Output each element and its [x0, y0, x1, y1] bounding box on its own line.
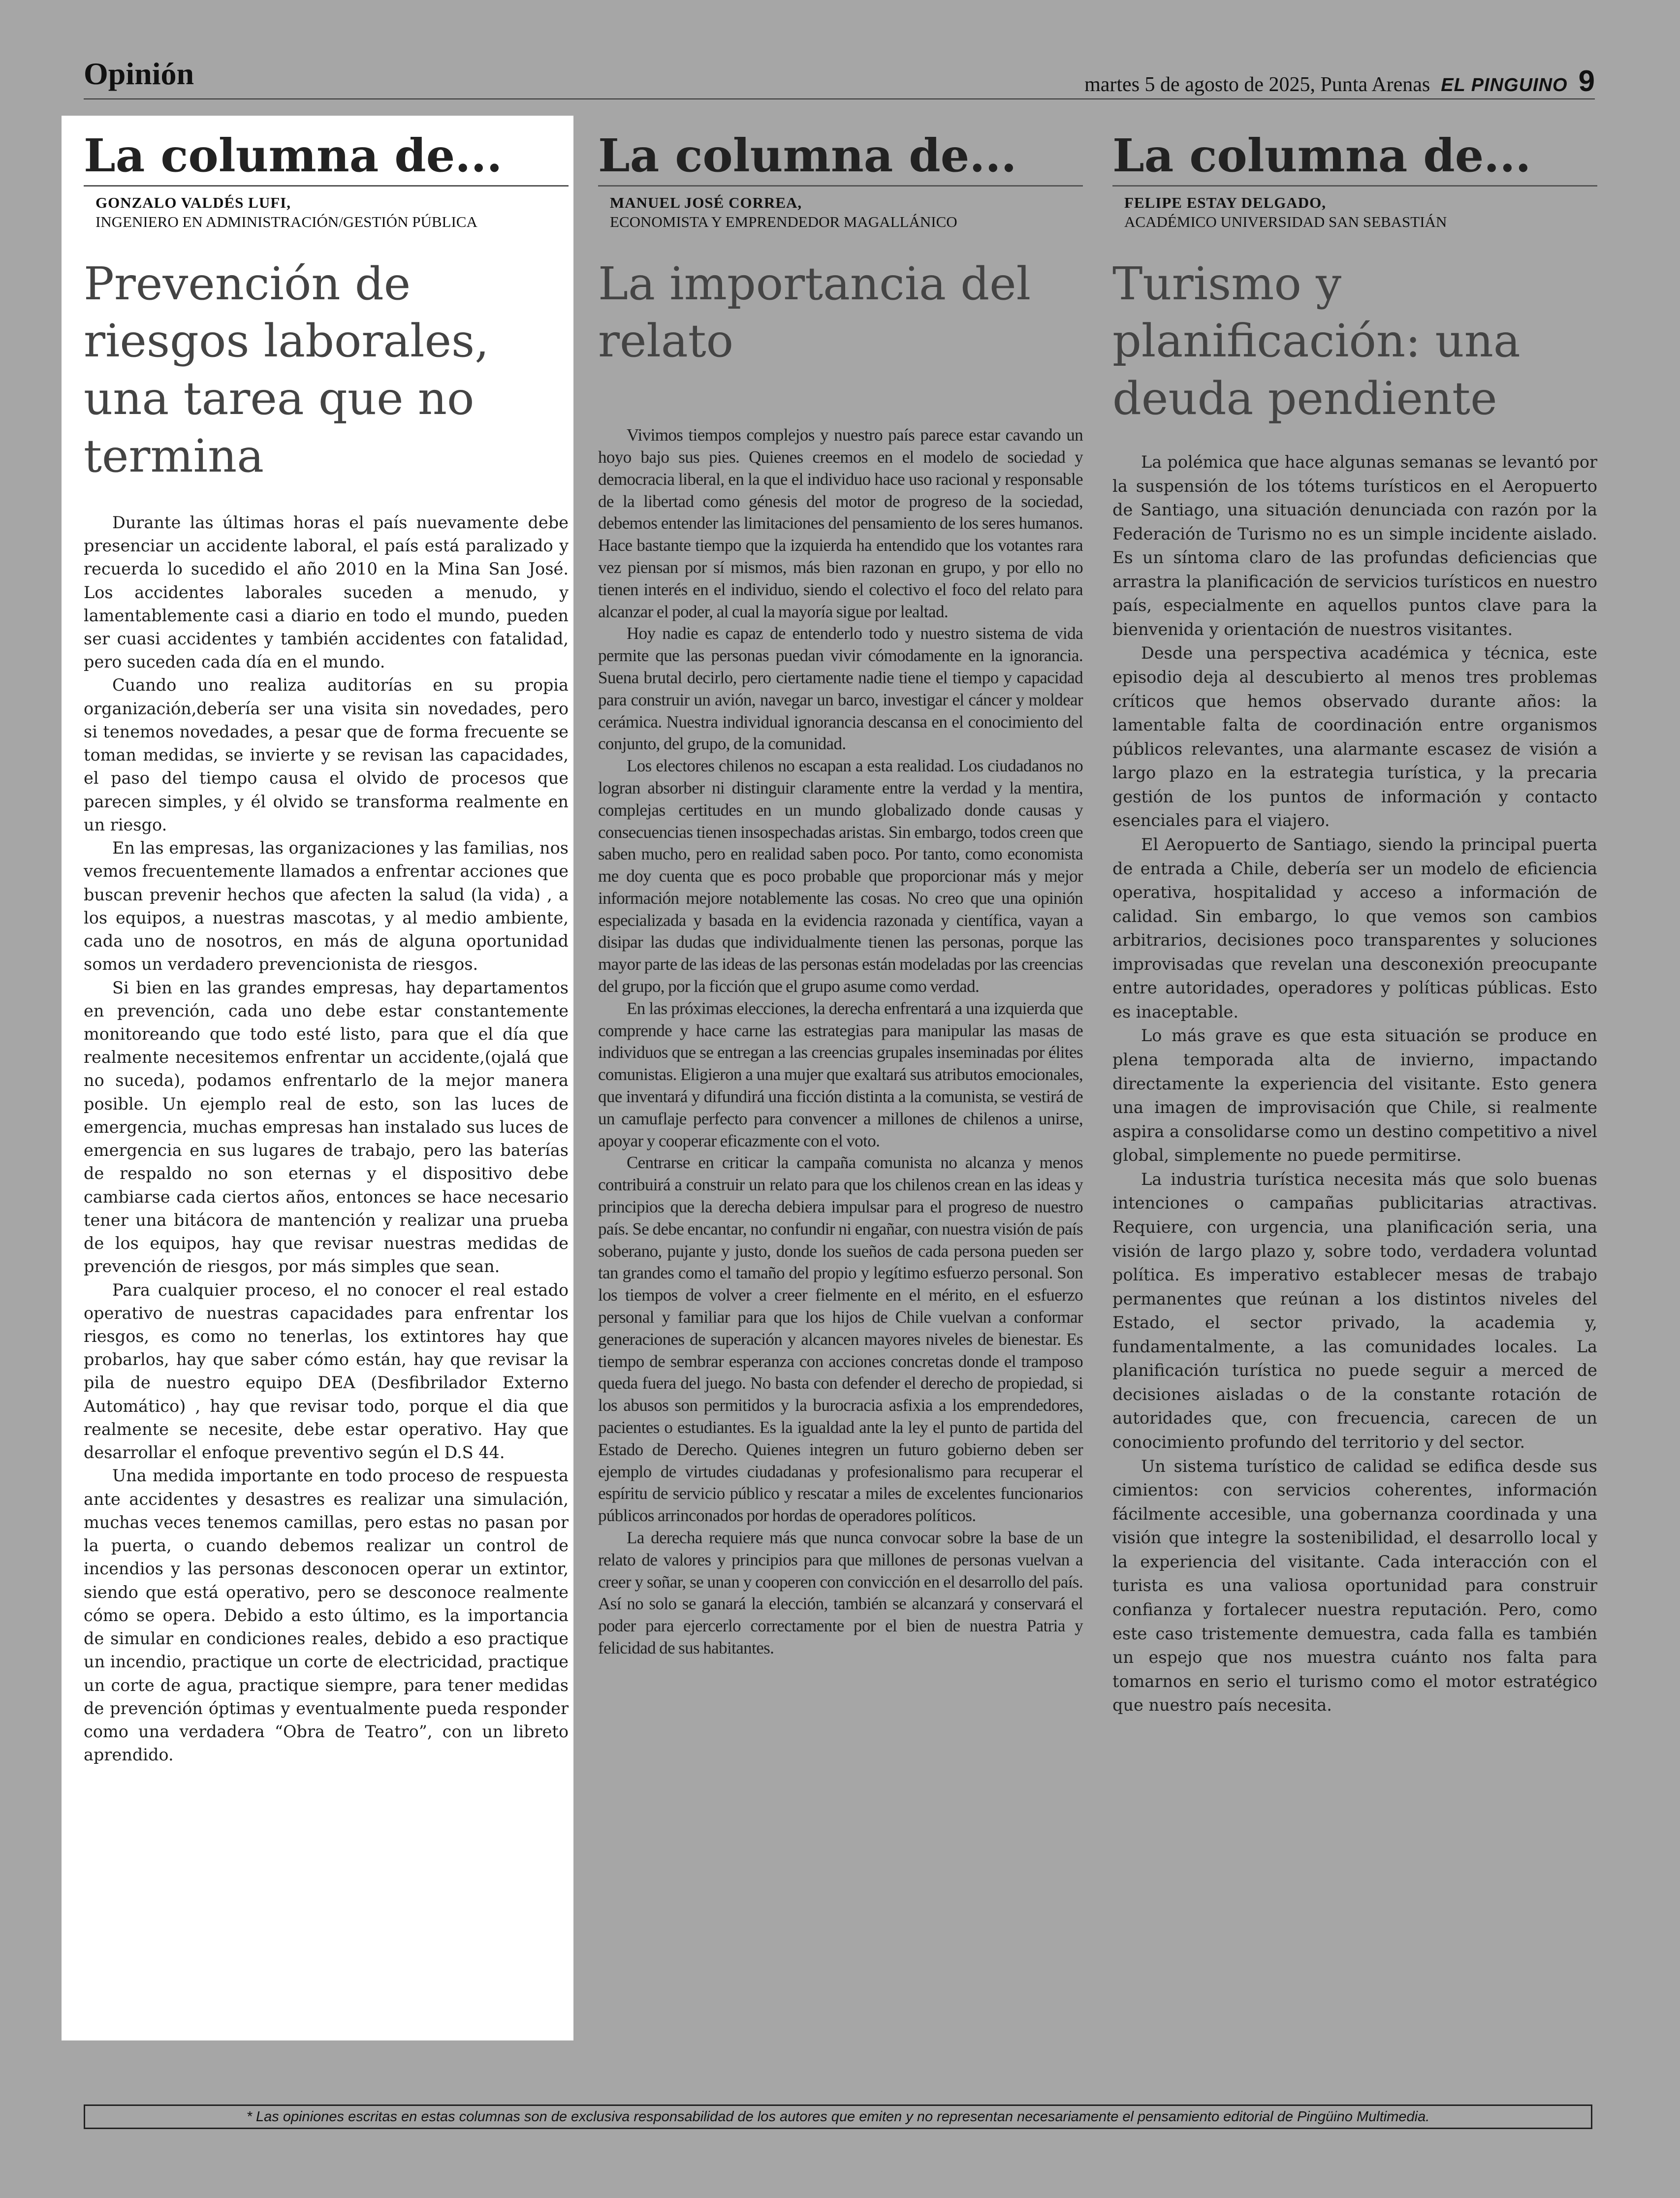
dateline [1084, 64, 1595, 98]
section-name: Opinión [84, 56, 194, 91]
page-header [84, 58, 1595, 102]
author-name: GONZALO VALDÉS LUFI, [95, 194, 291, 211]
article-body [1112, 450, 1597, 1718]
page-number: 9 [1578, 64, 1595, 97]
paragraph: Para cualquier proceso, el no conocer el real estado operativo de nuestras capacidades para enfrentar los riesgos, es como no tenerlas, los extintores hay que probarlos, hay que saber cómo están, hay que revisar la pila de nuestro equipo DEA (Desfibrilador Externo Automático) , hay que revisar todo, porque el dia que realmente se necesite, debe estar operativo. Hay que desarrollar el enfoque preventivo según el D.S 44. [84, 1280, 569, 1463]
paragraph: Cuando uno realiza auditorías en su propia organización,debería ser una visita sin novedades, pero si tenemos novedades, a pesar que de forma frecuente se toman medidas, se invierte y se revisan las capacidades, el paso del tiempo causa el olvido de procesos que parecen simples, y él olvido se transforma realmente en un riesgo. [84, 675, 569, 834]
paragraph: La derecha requiere más que nunca convocar sobre la base de un relato de valores y principios para que millones de personas vuelvan a creer y soñar, se unan y cooperen con convicción en el desarrollo del país. Así no solo se ganará la elección, también se alcanzará y conservará el poder para ejercerlo correctamente por el bien de nuestra Patria y felicidad de sus habitantes. [598, 1528, 1083, 1657]
column-kicker: La columna de... [598, 133, 1083, 187]
column-kicker: La columna de... [1112, 133, 1597, 187]
article-title: La importancia del relato [598, 257, 1031, 368]
article-title: Prevención de riesgos laborales, una tarea que no termina [84, 257, 489, 482]
paragraph: Centrarse en criticar la campaña comunista no alcanza y menos contribuirá a construir un relato para que los chilenos crean en las ideas y principios que la derecha debiera impulsar para el progreso de nuestro país. Se debe encantar, no confundir ni engañar, con nuestra visión de país soberano, pujante y justo, donde los sueños de cada persona pueden ser tan grandes como el tamaño del propio y legítimo esfuerzo personal. Son los tiempos de volver a creer fielmente en el mérito, en el esfuerzo personal y familiar para que los hijos de Chile vuelvan a conformar generaciones de superación y alcancen mayores niveles de bienestar. Es tiempo de sembrar esperanza con acciones concretas donde el tramposo queda fuera del juego. No basta con defender el derecho de propiedad, si los abusos son permitidos y la burocracia asfixia a los emprendedores, pacientes o estudiantes. Es la igualdad ante la ley el punto de partida del Estado de Derecho. Quienes integren un futuro gobierno deben ser ejemplo de virtudes ciudadanas y profesionalismo para recuperar el espíritu de servicio público y rescatar a miles de excelentes funcionarios públicos arrinconados por hordas de operadores políticos. [598, 1153, 1083, 1526]
paragraph: La industria turística necesita más que solo buenas intenciones o campañas publicitarias atractivas. Requiere, con urgencia, una planificación seria, una visión de largo plazo y, sobre todo, verdadera voluntad política. Es imperativo establecer mesas de trabajo permanentes que reúnan a los distintos niveles del Estado, el sector privado, la academia y, fundamentalmente, a las comunidades locales. La planificación turística no puede seguir a merced de decisiones aisladas o de la constante rotación de autoridades que, con frecuencia, carecen de un conocimiento profundo del territorio y del sector. [1112, 1169, 1597, 1452]
paragraph: En las próximas elecciones, la derecha enfrentará a una izquierda que comprende y hace carne las estrategias para manipular las masas de individuos que se entregan a las creencias grupales inseminadas por élites comunistas. Eligieron a una mujer que exaltará sus atributos emocionales, que inventará y difundirá una ficción distinta a la comunista, se vestirá de un camuflaje perfecto para convencer a millones de chilenos a unirse, apoyar y cooperar eficazmente con el voto. [598, 998, 1083, 1150]
paragraph: En las empresas, las organizaciones y las familias, nos vemos frecuentemente llamados a enfrentar acciones que buscan prevenir hechos que afecten la salud (la vida) , a los equipos, a nuestras mascotas, y al medio ambiente, cada uno de nosotros, en más de alguna oportunidad somos un verdadero prevencionista de riesgos. [84, 838, 569, 974]
author-role: ACADÉMICO UNIVERSIDAD SAN SEBASTIÁN [1124, 213, 1447, 230]
column-1 [62, 116, 573, 2040]
author-name: FELIPE ESTAY DELGADO, [1124, 194, 1327, 211]
article-title: Turismo y planificación: una deuda pendiente [1112, 257, 1521, 425]
column-3 [1112, 129, 1597, 1718]
paragraph: Desde una perspectiva académica y técnica, este episodio deja al descubierto al menos tres problemas críticos que hemos observado durante años: la lamentable falta de coordinación entre organismos públicos relevantes, una alarmante escasez de visión a largo plazo en la estrategia turística, y la precaria gestión de los puntos de información y contacto esenciales para el viajero. [1112, 643, 1597, 830]
paragraph: Durante las últimas horas el país nuevamente debe presenciar un accidente laboral, el país está paralizado y recuerda lo sucedido el año 2010 en la Mina San José. Los accidentes laborales suceden a menudo, y lamentablemente casi a diario en todo el mundo, pueden ser cuasi accidentes y también accidentes con fatalidad, pero suceden cada día en el mundo. [84, 512, 569, 672]
author-name: MANUEL JOSÉ CORREA, [610, 194, 802, 211]
paragraph: Un sistema turístico de calidad se edifica desde sus cimientos: con servicios coherentes, información fácilmente accesible, una gobernanza coordinada y una visión que integre la sostenibilidad, el desarrollo local y la experiencia del visitante. Cada interacción con el turista es una valiosa oportunidad para construir confianza y fortalecer nuestra reputación. Pero, como este caso tristemente demuestra, cada falla es también un espejo que nos muestra cuánto nos falta para tomarnos en serio el turismo como el motor estratégico que nuestro país necesita. [1112, 1456, 1597, 1715]
paragraph: Los electores chilenos no escapan a esta realidad. Los ciudadanos no logran absorber ni distinguir claramente entre la verdad y la mentira, complejas certitudes en un mundo globalizado donde causas y consecuencias tienen insospechadas aristas. Sin embargo, todos creen que saben mucho, pero en realidad saben poco. Por tanto, como economista me doy cuenta que es poco probable que proporcionar más y mejor información mejore notablemente las cosas. No creo que una opinión especializada y basada en la evidencia razonada y científica, vayan a disipar las dudas que individualmente tienen las personas, porque las mayor parte de las ideas de las personas están modeladas por las creencias del grupo, por la ficción que el grupo asume como verdad. [598, 756, 1083, 996]
article-body [84, 511, 569, 1767]
column-2 [598, 129, 1083, 1659]
article-body [598, 424, 1083, 1659]
author-role: INGENIERO EN ADMINISTRACIÓN/GESTIÓN PÚBLICA [95, 213, 477, 230]
newspaper-name: EL PINGUINO [1441, 75, 1568, 96]
paragraph: Una medida importante en todo proceso de respuesta ante accidentes y desastres es realizar una simulación, muchas veces tenemos camillas, pero estas no pasan por la puerta, o cuando debemos realizar un control de incendios y las personas desconocen operar un extintor, siendo que está operativo, pero se desconoce realmente cómo se opera. Debido a esto último, es la importancia de simular en condiciones reales, debido a eso practique un incendio, practique un corte de electricidad, practique un corte de agua, practique siempre, para tener medidas de prevención óptimas y eventualmente pueda responder como una verdadera “Obra de Teatro”, con un libreto aprendido. [84, 1466, 569, 1765]
paragraph: Hoy nadie es capaz de entenderlo todo y nuestro sistema de vida permite que las personas puedan vivir cómodamente en la ignorancia. Suena brutal decirlo, pero ciertamente nadie tiene el tiempo y capacidad para construir un avión, navegar un barco, investigar el cáncer y moldear cerámica. Nuestra individual ignorancia descansa en el conocimiento del conjunto, del grupo, de la comunidad. [598, 624, 1083, 754]
paragraph: El Aeropuerto de Santiago, siendo la principal puerta de entrada a Chile, debería ser un modelo de eficiencia operativa, hospitalidad y acceso a información de calidad. Sin embargo, lo que vemos son cambios arbitrarios, decisiones poco transparentes y soluciones improvisadas que revelan una desconexión preocupante entre autoridades, operadores y políticas públicas. Esto es inaceptable. [1112, 834, 1597, 1021]
paragraph: Vivimos tiempos complejos y nuestro país parece estar cavando un hoyo bajo sus pies. Quienes creemos en el modelo de sociedad y democracia liberal, en la que el individuo hace uso racional y responsable de la libertad como génesis del motor de progreso de la sociedad, debemos entender las limitaciones del pensamiento de los seres humanos. Hace bastante tiempo que la izquierda ha entendido que los votantes rara vez piensan por sí mismos, más bien razonan en grupo, y por ello no tienen interés en el individuo, siendo el colectivo el foco del relato para alcanzar el poder, al cual la mayoría sigue por lealtad. [598, 425, 1083, 621]
paragraph: Si bien en las grandes empresas, hay departamentos en prevención, cada uno debe estar constantemente monitoreando que todo esté listo, para que el día que realmente necesitemos enfrentar un accidente,(ojalá que no suceda), podamos enfrentarlo de la mejor manera posible. Un ejemplo real de esto, son las luces de emergencia, muchas empresas han instalado sus luces de emergencia en sus lugares de trabajo, pero las baterías de respaldo no son eternas y el dispositivo debe cambiarse cada ciertos años, entonces se hace necesario tener una bitácora de mantención y realizar una prueba de los equipos, hay que revisar nuestras medidas de prevención de riesgos, por más simples que sean. [84, 978, 569, 1276]
paragraph: Lo más grave es que esta situación se produce en plena temporada alta de invierno, impactando directamente la experiencia del visitante. Esto genera una imagen de improvisación que Chile, si realmente aspira a consolidarse como un destino competitivo a nivel global, simplemente no puede permitirse. [1112, 1026, 1597, 1165]
header-rule [84, 98, 1595, 99]
date-place: martes 5 de agosto de 2025, Punta Arenas [1084, 73, 1430, 96]
column-kicker: La columna de... [84, 133, 569, 187]
editorial-disclaimer: * Las opiniones escritas en estas columnas son de exclusiva responsabilidad de los autores que emiten y no representan necesariamente el pensamiento editorial de Pingüino Multimedia. [84, 2104, 1592, 2129]
author-role: ECONOMISTA Y EMPRENDEDOR MAGALLÁNICO [610, 213, 957, 230]
paragraph: La polémica que hace algunas semanas se levantó por la suspensión de los tótems turísticos en el Aeropuerto de Santiago, una situación denunciada con razón por la Federación de Turismo no es un simple incidente aislado. Es un síntoma claro de las profundas deficiencias que arrastra la planificación de servicios turísticos en nuestro país, especialmente en aquellos puntos clave para la bienvenida y orientación de nuestros visitantes. [1112, 452, 1597, 639]
